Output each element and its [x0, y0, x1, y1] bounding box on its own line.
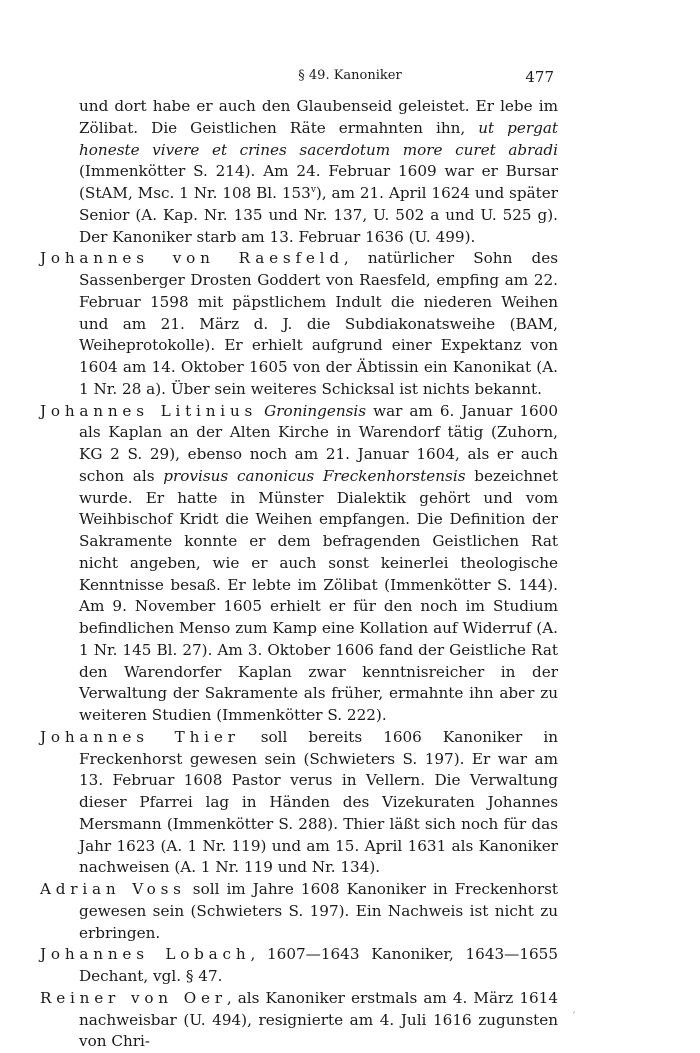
register-entry [40, 988, 558, 1053]
text-run: ), am 21. April 1624 und später Senior (A. Kap. Nr. 135 und Nr. 137, U. 502 a und U. 525 g). Der Kanoniker starb am 13. Februar 1636 (U. 499). [79, 184, 558, 246]
text-run: (Immenkötter S. 214). Am 24. Februar 1609 war er Bursar (StAM, Msc. 1 Nr. 108 Bl. 153 [79, 162, 558, 202]
text-run: , natürlicher Sohn des Sassenberger Drosten Goddert von Raesfeld, empfing am 22. Februar 1598 mit päpstlichem Indult die niederen Weihen und am 21. März d. J. die Subdiakonatsweihe (BAM, Weiheprotokolle). Er erhielt aufgrund einer Expektanz von 1604 am 14. Oktober 1605 von der Äbtissin ein Kanonikat (A. 1 Nr. 28 a). Über sein weiteres Schicksal ist nichts bekannt. [79, 249, 559, 398]
superscript: v [310, 184, 316, 195]
section-title: § 49. Kanoniker [298, 68, 402, 83]
register-entry [40, 727, 558, 879]
entry-name: Adrian Voss [40, 880, 186, 898]
italic-text: ut pergat honeste vivere et crines sacerdotum more curet abradi [79, 118, 558, 159]
register-entry [40, 944, 558, 988]
page-number: 477 [525, 68, 554, 86]
text-run: , als Kanoniker erstmals am 4. März 1614 nachweisbar (U. 494), resignierte am 4. Juli 1616 zugunsten von Chri- [79, 988, 558, 1051]
register-entry [40, 879, 558, 944]
running-header [0, 68, 700, 88]
entry-name: Johannes Litinius [40, 401, 258, 420]
continuation-paragraph [40, 96, 558, 248]
register-entry [40, 248, 558, 400]
text-run: soll im Jahre 1608 Kanoniker in Freckenhorst gewesen sein (Schwieters S. 197). Ein Nachweis ist nicht zu erbringen. [79, 880, 558, 942]
italic-text: Groningensis [264, 401, 367, 420]
text-run: war am 6. Januar 1600 als Kaplan an der Alten Kirche in Warendorf tätig (Zuhorn, KG 2 S. 29), ebenso noch am 21. Januar 1604, als er auch schon als [79, 401, 559, 485]
entry-name: Johannes Thier [40, 727, 240, 746]
text-run: , 1607—1643 Kanoniker, 1643—1655 Dechant, vgl. § 47. [79, 945, 558, 985]
italic-text: provisus canonicus Freckenhorstensis [163, 466, 466, 485]
text-run: soll bereits 1606 Kanoniker in Freckenhorst gewesen sein (Schwieters S. 197). Er war am 13. Februar 1608 Pastor verus in Vellern. Die Verwaltung dieser Pfarrei lag in Händen des Vizekuraten Johannes Mersmann (Immenkötter S. 288). Thier läßt sich noch für das Jahr 1623 (A. 1 Nr. 119) und am 15. April 1631 als Kanoniker nachweisen (A. 1 Nr. 119 und Nr. 134). [79, 727, 558, 877]
text-run: bezeichnet wurde. Er hatte in Münster Dialektik gehört und vom Weihbischof Kridt die Weihen empfangen. Die Definition der Sakramente konnte er dem befragenden Geistlichen Rat nicht angeben, wie er auch sonst keinerlei theologische Kenntnisse besaß. Er lebte im Zölibat (Immenkötter S. 144). Am 9. November 1605 erhielt er für den noch im Studium befindlichen Menso zum Kamp eine Kollation auf Widerruf (A. 1 Nr. 145 Bl. 27). Am 3. Oktober 1606 fand der Geistliche Rat den Warendorfer Kaplan zwar kenntnisreicher in der Verwaltung der Sakramente als früher, ermahnte ihn aber zu weiteren Studien (Immenkötter S. 222). [79, 466, 559, 724]
entry-name: Reiner von Oer [40, 988, 227, 1007]
text-run: und dort habe er auch den Glaubenseid geleistet. Er lebe im Zölibat. Die Geistlichen Räte ermahnten ihn, [79, 97, 558, 137]
entry-name: Johannes Lobach [40, 945, 251, 964]
body-text [40, 96, 558, 1053]
register-entry [40, 401, 558, 727]
entry-name: Johannes von Raesfeld [40, 249, 344, 268]
printer-mark: ´ [571, 1012, 576, 1023]
